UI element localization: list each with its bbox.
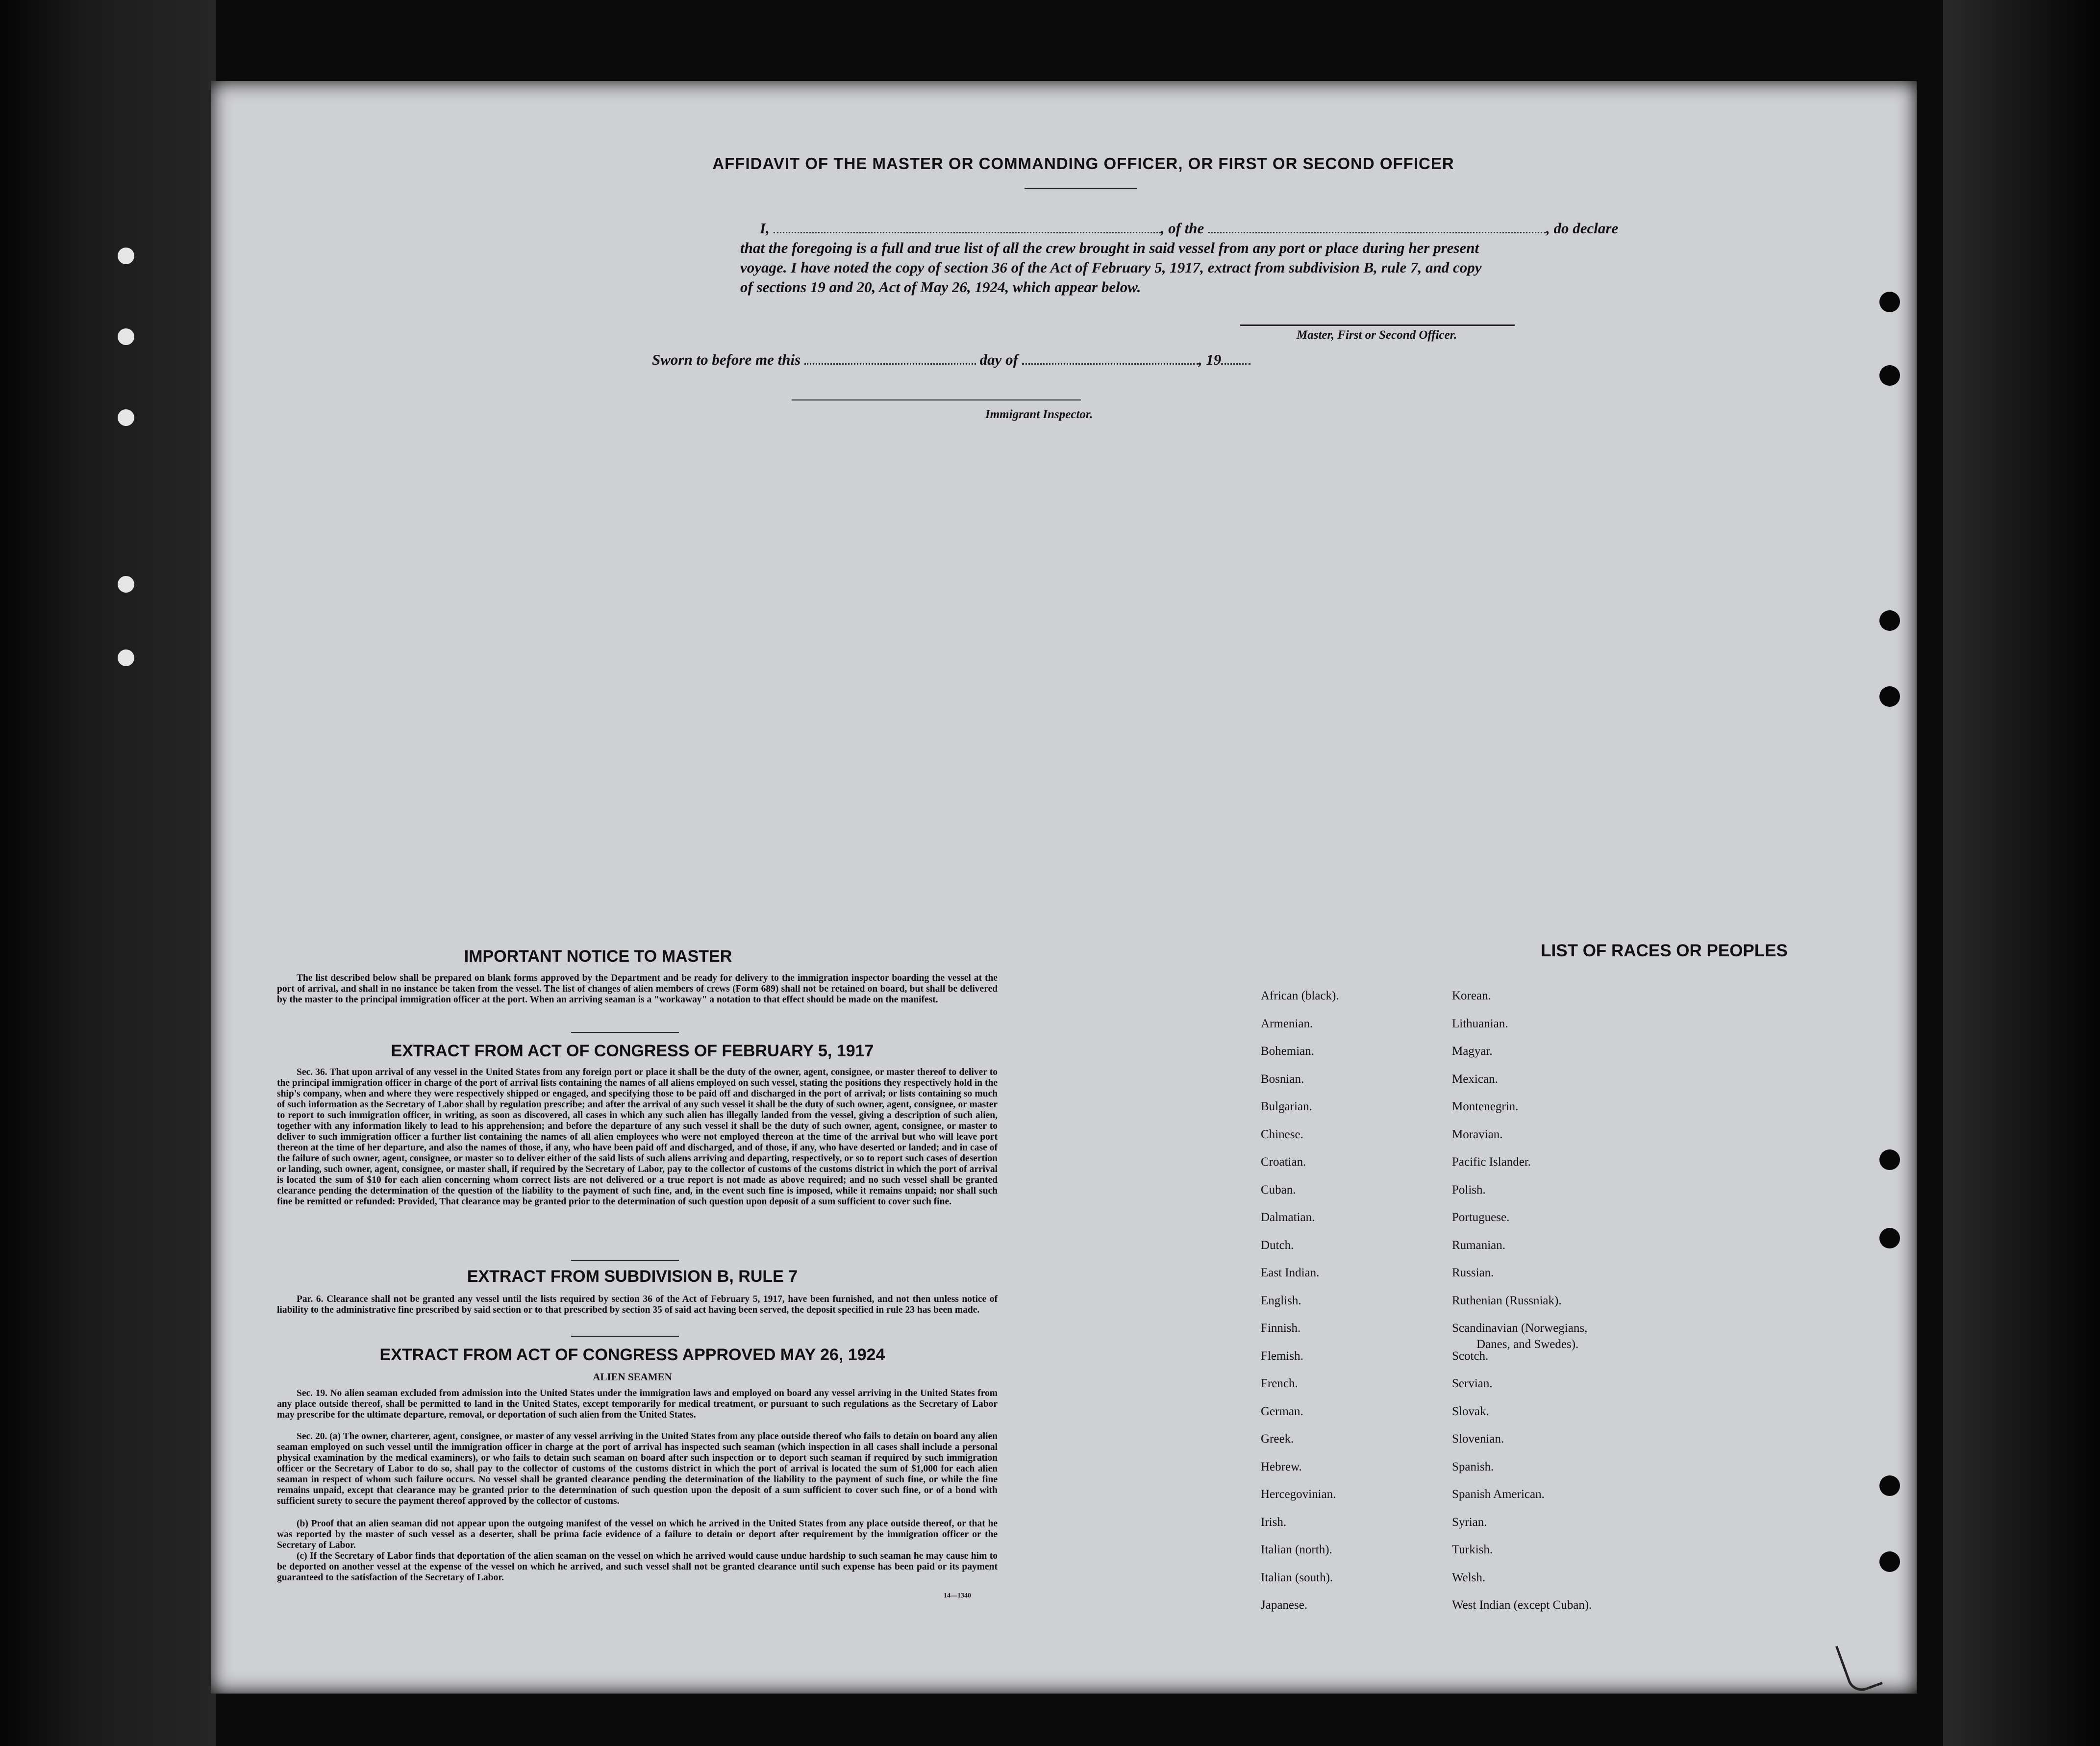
race-item: Magyar. (1452, 1045, 1493, 1058)
race-item: Cuban. (1261, 1183, 1296, 1197)
race-item: Irish. (1261, 1515, 1287, 1529)
vessel-label: , of the (1160, 220, 1204, 237)
extract-rule7-title: EXTRACT FROM SUBDIVISION B, RULE 7 (467, 1267, 798, 1286)
punch-hole (1879, 1551, 1900, 1572)
race-item: Slovenian. (1452, 1432, 1504, 1446)
sworn-day-of-label: day of (979, 351, 1018, 368)
divider (571, 1336, 679, 1337)
race-item: East Indian. (1261, 1266, 1320, 1279)
race-item: Finnish. (1261, 1322, 1301, 1335)
race-item: Scandinavian (Norwegians, (1452, 1322, 1588, 1335)
race-item: Spanish. (1452, 1460, 1494, 1473)
race-item: French. (1261, 1377, 1298, 1390)
race-item: Lithuanian. (1452, 1017, 1508, 1030)
divider (571, 1032, 679, 1033)
race-item: Italian (south). (1261, 1571, 1333, 1584)
race-item: Bulgarian. (1261, 1100, 1312, 1113)
punch-hole (1879, 686, 1900, 707)
punch-hole (1879, 1475, 1900, 1496)
vessel-name-field[interactable] (1208, 232, 1546, 233)
extract-rule7-text: Par. 6. Clearance shall not be granted any vessel until the lists required by section 36 of the Act of February 5, 1917, have been furnished, and not then unless notice of liability to the administrative fine prescribed by said section or to that prescribed by section 35 of said act having been served, the deposit specified in rule 23 has been made. (277, 1294, 998, 1315)
race-item: Moravian. (1452, 1127, 1503, 1141)
race-item: Russian. (1452, 1266, 1494, 1279)
sworn-line (652, 349, 1485, 370)
extract-1917-title: EXTRACT FROM ACT OF CONGRESS OF FEBRUARY 5, 1917 (391, 1042, 874, 1060)
binder-hole (118, 328, 134, 345)
race-item: Polish. (1452, 1183, 1486, 1197)
race-item: Scotch. (1452, 1349, 1489, 1363)
notice-text: The list described below shall be prepared on blank forms approved by the Department and be ready for delivery to the immigration inspector boarding the vessel at the port of arrival, and shall in no instance be taken from the vessel. The list of changes of alien members of crews (Form 689) shall not be retained on board, but shall be delivered by the master to the principal immigration officer at the port. When an arriving seaman is a "workaway" a notation to that effect should be made on the manifest. (277, 973, 998, 1005)
binder-hole (118, 248, 134, 264)
declarant-label: I, (760, 220, 770, 237)
sworn-year-field[interactable] (1221, 363, 1250, 365)
race-item: English. (1261, 1294, 1301, 1307)
section-19-text: Sec. 19. No alien seaman excluded from admission into the United States under the immigration laws and employed on board any vessel arriving in the United States from any place outside thereof, shall be permitted to land in the United States, except temporarily for medical treatment, or pursuant to such regulations as the Secretary of Labor may prescribe for the ultimate departure, removal, or deportation of such alien from the United States. (277, 1388, 998, 1420)
races-column-2 (1452, 989, 1697, 1626)
race-item: Turkish. (1452, 1543, 1493, 1556)
inspector-signature-line[interactable] (792, 399, 1081, 400)
extract-1917-text: Sec. 36. That upon arrival of any vessel in the United States from any foreign port or place it shall be the duty of the owner, agent, consignee, or master thereof to deliver to the principal immigration officer in charge of the port of arrival lists containing the names of all aliens employed on such vessel, stating the positions they respectively hold in the ship's company, when and where they were respectively shipped or engaged, and specifying those to be paid off and discharged in the port of arrival; or lists containing so much of such information as the Secretary of Labor shall by regulation prescribe; and after the arrival of any such vessel it shall be the duty of such owner, agent, consignee, or master to report to such immigration officer, in writing, as soon as discovered, all cases in which any such alien has illegally landed from the vessel, giving a description of such alien, together with any information likely to lead to his apprehension; and before the departure of any such vessel it shall be the duty of such owner, agent, consignee, or master to deliver to such immigration officer a further list containing the names of all alien employees who were not employed thereon at the time of the arrival but who will leave port thereon at the time of her departure, and also the names of those, if any, who have been paid off and discharged, and of those, if any, who have deserted or landed; and in case of the failure of such owner, agent, consignee, or master so to deliver either of the said lists of such aliens arriving and departing, respectively, or so to report such cases of desertion or landing, such owner, agent, consignee, or master shall, if required by the Secretary of Labor, pay to the collector of customs of the customs district in which the port of arrival is located the sum of $10 for each alien concerning whom correct lists are not delivered or a true report is not made as above required; and no such vessel shall be granted clearance pending the determination of the question of the liability to the payment of such fine, and, in the event such fine is imposed, while it remains unpaid; nor shall such fine be remitted or refunded: Provided, That clearance may be granted prior to the determination of such question upon deposit of a sum sufficient to cover such fine. (277, 1067, 998, 1207)
race-item: Slovak. (1452, 1404, 1489, 1418)
race-item: Chinese. (1261, 1127, 1303, 1141)
race-item: Rumanian. (1452, 1238, 1506, 1252)
affidavit-line-2: that the foregoing is a full and true list of all the crew brought in said vessel from any port or place during her present (740, 239, 1479, 256)
title-underline (1025, 188, 1137, 189)
races-continuation: Danes, and Swedes). (1476, 1338, 1579, 1351)
section-20b-text: (b) Proof that an alien seaman did not appear upon the outgoing manifest of the vessel on which he arrived in the United States from any place outside thereof, or that he was reported by the master of such vessel as a deserter, shall be prima facie evidence of a failure to detain or deport after requirement by the immigration officer or the Secretary of Labor. (277, 1519, 998, 1550)
race-item: Dalmatian. (1261, 1211, 1315, 1224)
race-item: Armenian. (1261, 1017, 1313, 1030)
race-item: Japanese. (1261, 1598, 1308, 1612)
race-item: Dutch. (1261, 1238, 1294, 1252)
race-item: Pacific Islander. (1452, 1155, 1531, 1169)
form-number: 14—1340 (944, 1592, 971, 1599)
race-item: Hebrew. (1261, 1460, 1302, 1473)
punch-hole (1879, 610, 1900, 631)
race-item: Bosnian. (1261, 1072, 1304, 1086)
notice-title: IMPORTANT NOTICE TO MASTER (464, 947, 732, 966)
form-sheet (211, 81, 1917, 1694)
race-item: Flemish. (1261, 1349, 1303, 1363)
race-item: Portuguese. (1452, 1211, 1510, 1224)
race-item: Italian (north). (1261, 1543, 1332, 1556)
declarant-name-field[interactable] (774, 232, 1161, 233)
race-item: Welsh. (1452, 1571, 1486, 1584)
binder-hole (118, 409, 134, 426)
affidavit-title: AFFIDAVIT OF THE MASTER OR COMMANDING OFFICER, OR FIRST OR SECOND OFFICER (712, 154, 1454, 173)
race-item: African (black). (1261, 989, 1339, 1002)
binder-hole (118, 576, 134, 593)
affidavit-line-3: voyage. I have noted the copy of section 36 of the Act of February 5, 1917, extract from subdivision B, rule 7, and copy (740, 259, 1482, 276)
affidavit-line-1 (740, 218, 1765, 239)
punch-hole (1879, 1149, 1900, 1170)
race-item: Croatian. (1261, 1155, 1306, 1169)
handwritten-mark (1835, 1636, 1883, 1695)
race-item: Syrian. (1452, 1515, 1487, 1529)
race-item: Montenegrin. (1452, 1100, 1519, 1113)
races-column-1 (1261, 989, 1457, 1626)
race-item: Korean. (1452, 989, 1491, 1002)
declare-label: , do declare (1546, 220, 1619, 237)
race-item: Spanish American. (1452, 1488, 1545, 1501)
punch-hole (1879, 365, 1900, 386)
master-signature-line[interactable] (1240, 324, 1515, 326)
race-item: West Indian (except Cuban). (1452, 1598, 1592, 1612)
extract-1924-title: EXTRACT FROM ACT OF CONGRESS APPROVED MAY 26, 1924 (379, 1346, 885, 1364)
sworn-year-label: , 19 (1198, 351, 1222, 368)
alien-seamen-heading: ALIEN SEAMEN (593, 1371, 672, 1383)
master-signature-label: Master, First or Second Officer. (1297, 328, 1457, 342)
divider (571, 1260, 679, 1261)
sworn-month-field[interactable] (1022, 363, 1199, 365)
scan-border-right (1943, 0, 2100, 1746)
race-item: German. (1261, 1404, 1303, 1418)
scan-border-left (0, 0, 216, 1746)
binder-hole (118, 649, 134, 666)
inspector-signature-label: Immigrant Inspector. (985, 408, 1093, 421)
race-item: Greek. (1261, 1432, 1294, 1446)
affidavit-line-4: of sections 19 and 20, Act of May 26, 1924, which appear below. (740, 278, 1141, 296)
race-item: Mexican. (1452, 1072, 1498, 1086)
race-item: Ruthenian (Russniak). (1452, 1294, 1562, 1307)
race-item: Hercegovinian. (1261, 1488, 1336, 1501)
punch-hole (1879, 1228, 1900, 1248)
sworn-label: Sworn to before me this (652, 351, 801, 368)
races-title: LIST OF RACES OR PEOPLES (1541, 941, 1788, 960)
section-20c-text: (c) If the Secretary of Labor finds that deportation of the alien seaman on the vessel on which he arrived would cause undue hardship to such seaman he may cause him to be deported on another vessel at the expense of the vessel on which he arrived, and such vessel shall not be granted clearance until such expense has been paid or its payment guaranteed to the satisfaction of the Secretary of Labor. (277, 1551, 998, 1583)
race-item: Bohemian. (1261, 1045, 1315, 1058)
punch-hole (1879, 292, 1900, 312)
race-item: Servian. (1452, 1377, 1493, 1390)
section-20a-text: Sec. 20. (a) The owner, charterer, agent, consignee, or master of any vessel arriving in the United States from any place outside thereof who fails to detain on board any alien seaman employed on such vessel until the immigration officer in charge at the port of arrival has inspected such seaman (which inspection in all cases shall include a personal physical examination by the medical examiners), or who fails to detain such seaman on board after such inspection or to deport such seaman if required by such immigration officer or the Secretary of Labor to do so, shall pay to the collector of customs of the customs district in which the port of arrival is located the sum of $1,000 for each alien seaman in respect of whom such failure occurs. No vessel shall be granted clearance pending the determination of the liability to the payment of such fine, or while the fine remains unpaid, except that clearance may be granted prior to the determination of such question upon the deposit of a sum sufficient to cover such fine, or of a bond with sufficient surety to secure the payment thereof approved by the collector of customs. (277, 1431, 998, 1506)
sworn-day-field[interactable] (804, 363, 976, 365)
